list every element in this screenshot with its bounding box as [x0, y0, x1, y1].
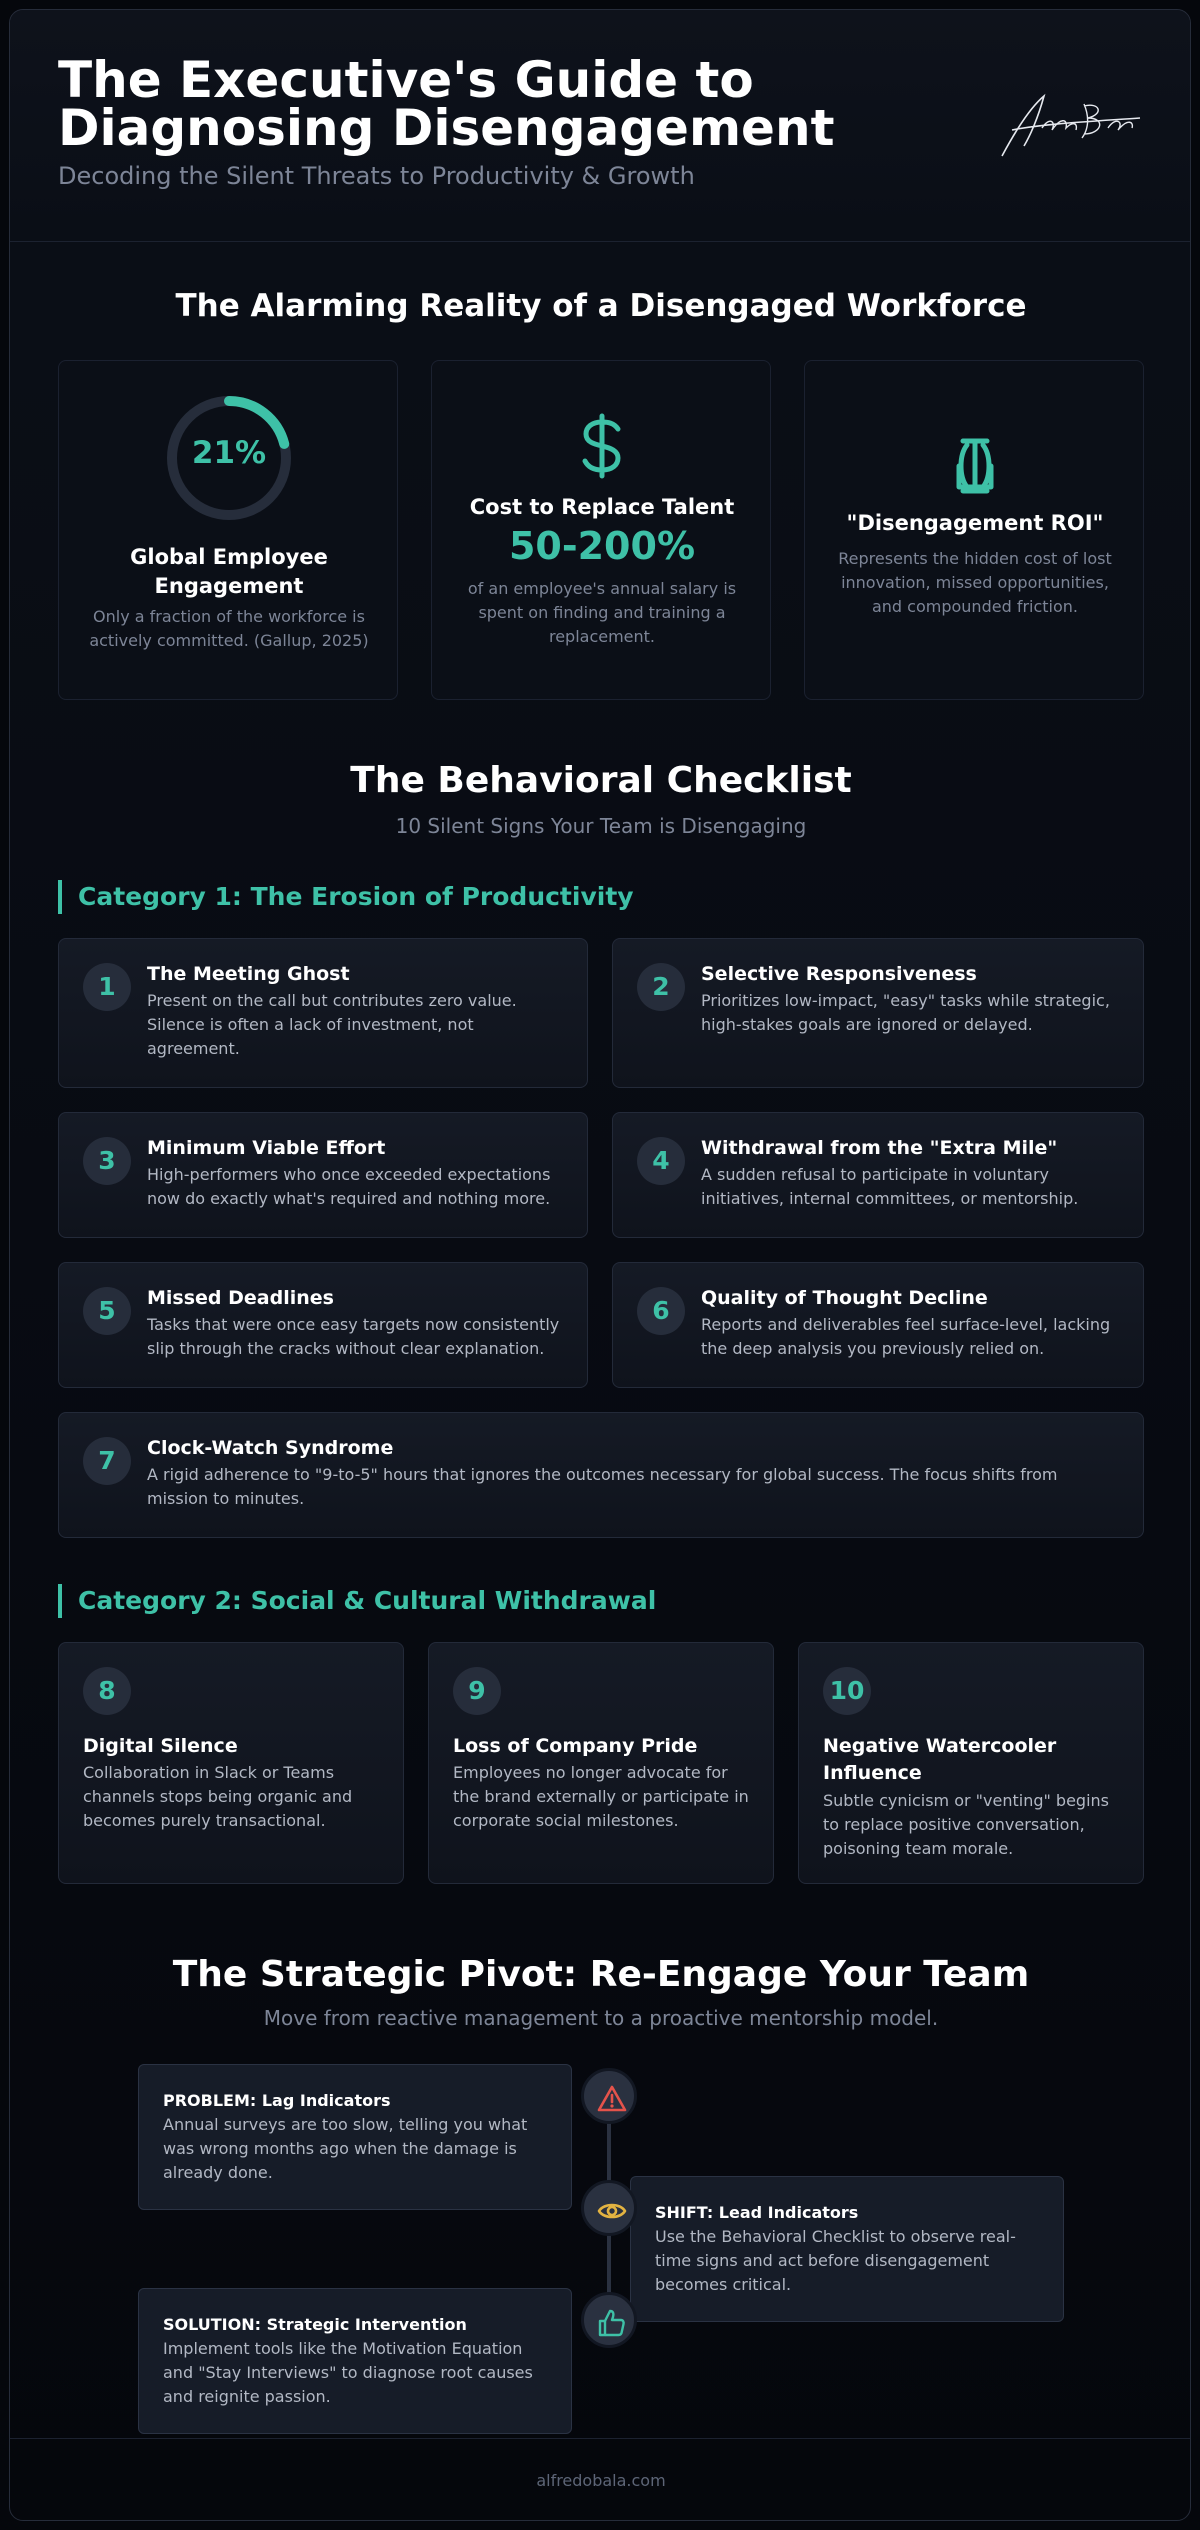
timeline-step-title: PROBLEM: Lag Indicators [163, 2091, 391, 2110]
reality-section-title: The Alarming Reality of a Disengaged Workforce [175, 288, 1027, 324]
sign-number: 5 [83, 1287, 131, 1335]
disengagement-roi-heading: "Disengagement ROI" [846, 511, 1104, 535]
timeline-card-shift [630, 2176, 1064, 2322]
sign-card-1 [58, 938, 588, 1088]
replacement-cost-description: of an employee's annual salary is spent on finding and training a replacement. [467, 579, 737, 646]
footer-website: alfredobala.com [10, 2438, 1191, 2521]
timeline-node-shift [581, 2180, 637, 2236]
timeline-node-problem [581, 2068, 637, 2124]
sign-description: A sudden refusal to participate in voluntary initiatives, internal committees, or mentorship. [701, 1165, 1079, 1208]
sign-number: 2 [637, 963, 685, 1011]
stat-card-disengagement-roi [804, 360, 1144, 700]
sign-card-9 [428, 1642, 774, 1884]
sign-card-3 [58, 1112, 588, 1238]
sign-title: The Meeting Ghost [147, 963, 350, 985]
sign-card-10 [798, 1642, 1144, 1884]
sign-title: Negative Watercooler Influence [823, 1735, 1057, 1784]
timeline-step-title: SHIFT: Lead Indicators [655, 2203, 859, 2222]
disengagement-roi-description: Represents the hidden cost of lost innovation, missed opportunities, and compounded friction. [838, 549, 1112, 616]
sign-card-7 [58, 1412, 1144, 1538]
sign-number: 1 [83, 963, 131, 1011]
sign-number: 10 [823, 1667, 871, 1715]
engagement-description: Only a fraction of the workforce is actively committed. (Gallup, 2025) [89, 607, 369, 650]
timeline-node-solution [581, 2292, 637, 2348]
sign-title: Minimum Viable Effort [147, 1137, 386, 1159]
sign-title: Digital Silence [83, 1735, 238, 1757]
checklist-title: The Behavioral Checklist [350, 760, 852, 801]
dollar-icon [572, 413, 632, 479]
sign-title: Clock-Watch Syndrome [147, 1437, 394, 1459]
timeline-card-solution [138, 2288, 572, 2434]
sign-description: Collaboration in Slack or Teams channels stops being organic and becomes purely transactional. [83, 1763, 353, 1830]
sign-card-2 [612, 938, 1144, 1088]
sign-title: Loss of Company Pride [453, 1735, 698, 1757]
category-2-heading: Category 2: Social & Cultural Withdrawal [58, 1584, 656, 1618]
timeline-card-problem [138, 2064, 572, 2210]
sign-number: 7 [83, 1437, 131, 1485]
sign-number: 6 [637, 1287, 685, 1335]
sign-card-4 [612, 1112, 1144, 1238]
timeline-step-description: Use the Behavioral Checklist to observe real-time signs and act before disengagement becomes critical. [655, 2227, 1016, 2294]
thumbs-up-icon [597, 2308, 627, 2338]
sign-number: 3 [83, 1137, 131, 1185]
stat-card-engagement [58, 360, 398, 700]
infographic-frame [9, 9, 1191, 2521]
engagement-heading: Global Employee Engagement [130, 545, 328, 598]
warning-icon [597, 2084, 627, 2114]
page-subtitle: Decoding the Silent Threats to Productivity & Growth [58, 162, 695, 190]
sign-title: Selective Responsiveness [701, 963, 977, 985]
timeline-step-description: Annual surveys are too slow, telling you what was wrong months ago when the damage is already done. [163, 2115, 528, 2182]
sign-description: Subtle cynicism or "venting" begins to replace positive conversation, poisoning team morale. [823, 1791, 1110, 1858]
hourglass-icon [945, 433, 1005, 499]
sign-card-5 [58, 1262, 588, 1388]
sign-description: Prioritizes low-impact, "easy" tasks while strategic, high-stakes goals are ignored or delayed. [701, 991, 1110, 1034]
category-1-heading: Category 1: The Erosion of Productivity [58, 880, 634, 914]
sign-title: Quality of Thought Decline [701, 1287, 988, 1309]
timeline-step-description: Implement tools like the Motivation Equation and "Stay Interviews" to diagnose root causes and reignite passion. [163, 2339, 533, 2406]
sign-description: A rigid adherence to "9-to-5" hours that ignores the outcomes necessary for global success. The focus shifts from mission to minutes. [147, 1465, 1058, 1508]
sign-title: Withdrawal from the "Extra Mile" [701, 1137, 1058, 1159]
pivot-subtitle: Move from reactive management to a proactive mentorship model. [263, 2006, 939, 2030]
sign-description: High-performers who once exceeded expectations now do exactly what's required and nothing more. [147, 1165, 551, 1208]
sign-number: 4 [637, 1137, 685, 1185]
sign-description: Reports and deliverables feel surface-level, lacking the deep analysis you previously relied on. [701, 1315, 1111, 1358]
sign-description: Employees no longer advocate for the brand externally or participate in corporate social milestones. [453, 1763, 749, 1830]
pivot-title: The Strategic Pivot: Re-Engage Your Team [172, 1954, 1030, 1995]
signature-logo [972, 88, 1152, 168]
sign-number: 9 [453, 1667, 501, 1715]
replacement-cost-value: 50-200% [508, 524, 696, 568]
checklist-subtitle: 10 Silent Signs Your Team is Disengaging [395, 814, 807, 838]
sign-description: Tasks that were once easy targets now consistently slip through the cracks without clear explanation. [147, 1315, 560, 1358]
sign-card-8 [58, 1642, 404, 1884]
sign-description: Present on the call but contributes zero value. Silence is often a lack of investment, not agreement. [147, 991, 517, 1058]
sign-title: Missed Deadlines [147, 1287, 334, 1309]
replacement-cost-heading: Cost to Replace Talent [469, 495, 735, 519]
engagement-percent: 21% [191, 435, 267, 471]
stat-card-replacement-cost [431, 360, 771, 700]
header [10, 10, 1191, 242]
timeline-step-title: SOLUTION: Strategic Intervention [163, 2315, 467, 2334]
page-title: The Executive's Guide to Diagnosing Disengagement [58, 51, 835, 157]
sign-number: 8 [83, 1667, 131, 1715]
eye-icon [597, 2196, 627, 2226]
sign-card-6 [612, 1262, 1144, 1388]
